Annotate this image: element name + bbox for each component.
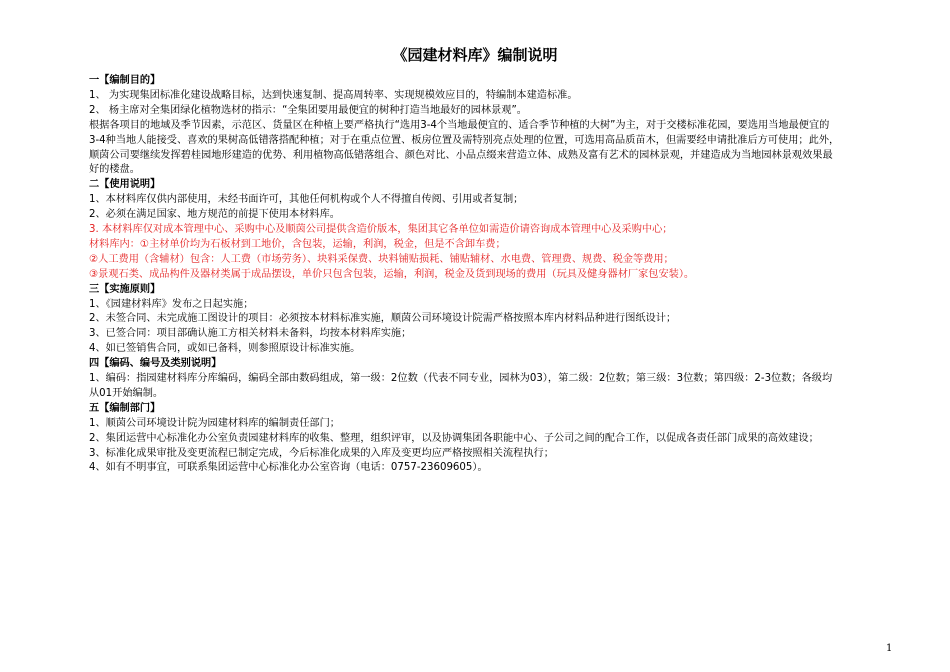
body-text-line: 2、未签合同、未完成施工图设计的项目：必须按本材料标准实施，顺茵公司环境设计院需严格按照本库内材料品种进行图纸设计； (89, 313, 677, 325)
section-heading: 五【编制部门】 (89, 402, 161, 414)
section-heading: 一【编制目的】 (89, 75, 161, 86)
body-text-line: 1、 为实现集团标准化建设战略目标，达到快速复制、提高周转率、实现规模效应目的，特编制本建造标准。 (89, 89, 578, 101)
body-text-line: 4、如有不明事宜，可联系集团运营中心标准化办公室咨询（电话：0757-23609605）。 (89, 462, 488, 474)
body-text-line: ②人工费用（含辅材）包含：人工费（市场劳务）、块料采保费、块料铺贴损耗、铺贴辅材、水电费、管理费、规费、税金等费用； (89, 253, 674, 265)
body-text-line: 4、如已签销售合同，或如已备料，则参照原设计标准实施。 (89, 343, 361, 355)
section-heading: 三【实施原则】 (89, 283, 161, 295)
body-text-line: 材料库内：①主材单价均为石板材到工地价，含包装，运输，利润，税金，但是不含卸车费； (89, 238, 506, 250)
body-text-line: 1、顺茵公司环境设计院为园建材料库的编制责任部门； (89, 417, 340, 429)
body-text-line: 1、编码：指园建材料库分库编码，编码全部由数码组成，第一级：2位数（代表不同专业，园林为03），第二级：2位数；第三级：3位数；第四级：2-3位数；各级均 (89, 373, 833, 384)
body-text-line: 2、必须在满足国家、地方规范的前提下使用本材料库。 (89, 209, 340, 221)
body-text-line: 3、标准化成果审批及变更流程已制定完成，今后标准化成果的入库及变更均应严格按照相关流程执行； (89, 447, 554, 459)
body-text-line: 2、 杨主席对全集团绿化植物选材的指示：“全集团要用最便宜的树种打造当地最好的园林景观”。 (89, 104, 527, 116)
section-heading: 二【使用说明】 (89, 179, 161, 191)
body-text-line: 顺茵公司要继续发挥碧桂园地形建造的优势、利用植物高低错落组合、颜色对比、小品点缀来营造立体、成熟及富有艺术的园林景观，并建造成为当地园林景观效果最 (89, 149, 833, 161)
body-text-line: 1、《园建材料库》发布之日起实施； (89, 298, 254, 310)
body-text-line: 3、已签合同：项目部确认施工方相关材料未备料，均按本材料库实施； (89, 328, 412, 340)
body-text-line: 好的楼盘。 (89, 164, 140, 176)
page-number: 1 (886, 643, 893, 654)
section-heading: 四【编码、编号及类别说明】 (89, 358, 222, 370)
body-text-line: 1、本材料库仅供内部使用，未经书面许可，其他任何机构或个人不得擅自传阅、引用或者复制； (89, 194, 524, 206)
body-text-line: 2、集团运营中心标准化办公室负责园建材料库的收集、整理，组织评审，以及协调集团各职能中心、子公司之间的配合工作，以促成各责任部门成果的高效建设； (89, 432, 819, 444)
document-title: 《园建材料库》编制说明 (392, 46, 558, 64)
body-text-line: 从01开始编制。 (89, 387, 164, 399)
body-text-line: 3-4种当地人能接受、喜欢的果树高低错落搭配种植；对于在重点位置、板房位置及需特别亮点处理的位置，可选用高品质苗木，但需要经申请批准后方可使用；此外， (89, 134, 840, 146)
body-text-line: ③景观石类、成品构件及器材类属于成品摆设，单价只包含包装，运输，利润，税金及货到现场的费用（玩具及健身器材厂家包安装）。 (89, 268, 695, 280)
body-text-line: 3. 本材料库仅对成本管理中心、采购中心及顺茵公司提供含造价版本，集团其它各单位如需造价请咨询成本管理中心及采购中心； (89, 224, 673, 235)
body-text-line: 根据各项目的地域及季节因素，示范区、货量区在种植上要严格执行“选用3-4个当地最便宜的、适合季节种植的大树”为主，对于交楼标准花园，要选用当地最便宜的 (89, 119, 830, 131)
